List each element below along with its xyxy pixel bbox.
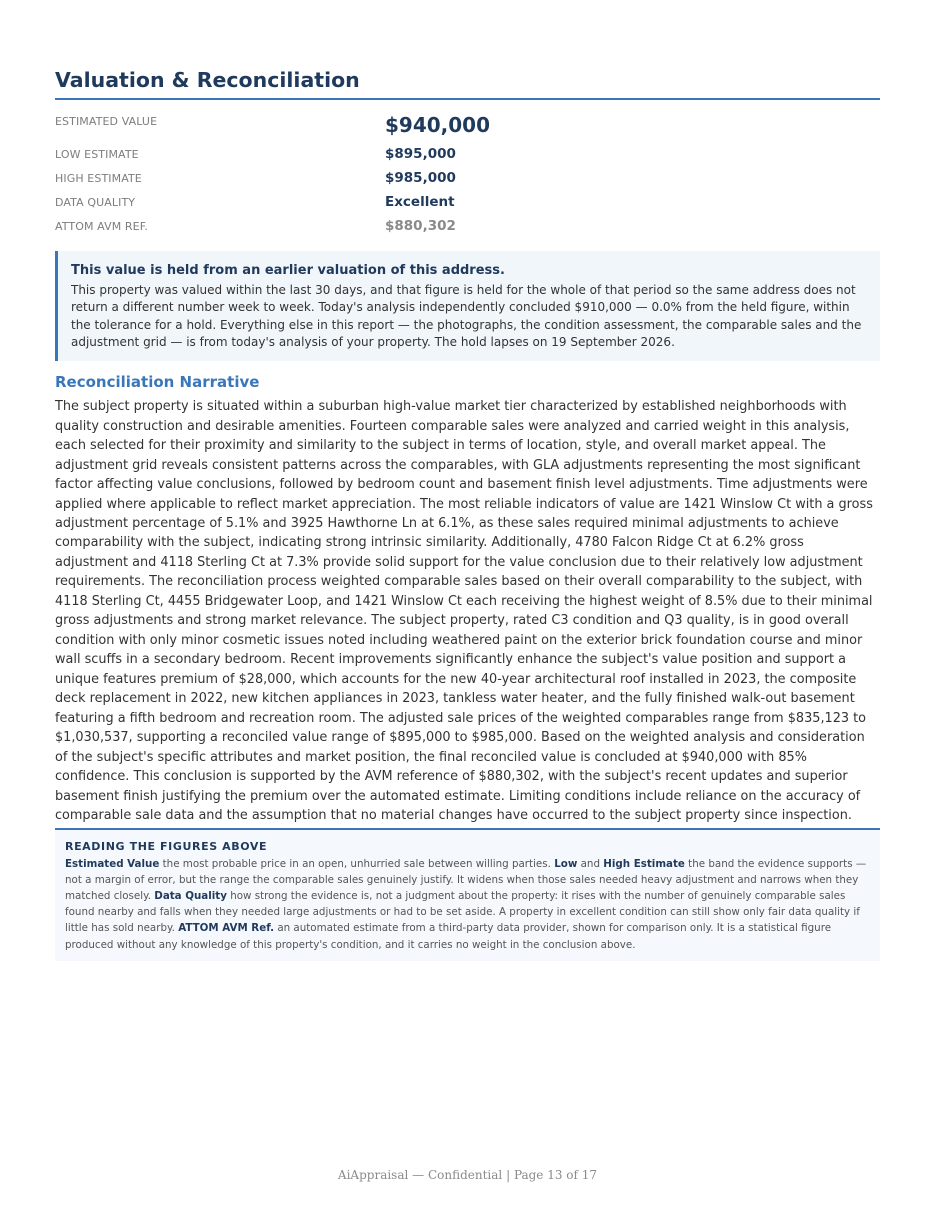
section-title: Valuation & Reconciliation (55, 66, 880, 100)
term-data-quality: Data Quality (154, 889, 227, 902)
estimated-value: $940,000 (385, 113, 491, 137)
page-footer: AiAppraisal — Confidential | Page 13 of 17 (337, 1168, 598, 1182)
data-quality-row (55, 190, 880, 214)
high-estimate-label: HIGH ESTIMATE (55, 171, 142, 185)
term-attom-avm: ATTOM AVM Ref. (178, 922, 275, 935)
definition-connector: and (577, 857, 604, 870)
term-high-estimate: High Estimate (603, 857, 685, 870)
hold-notice (55, 251, 880, 361)
high-estimate-row (55, 166, 880, 190)
estimated-value-label: ESTIMATED VALUE (55, 115, 158, 128)
attom-avm-row (55, 214, 880, 238)
definition-attom-avm: an automated estimate from a third-party data provider, shown for comparison only. It is a statistical figure produced without any knowledge of this property's condition, and it carries no weight in the conclusion above. (65, 922, 832, 951)
estimated-value-row (55, 112, 880, 142)
report-page (55, 66, 880, 961)
low-estimate-label: LOW ESTIMATE (55, 147, 139, 161)
reading-figures-box (55, 828, 880, 961)
data-quality-label: DATA QUALITY (55, 195, 136, 209)
valuation-figures (55, 112, 880, 238)
definition-estimated-value: the most probable price in an open, unhurried sale between willing parties. (159, 857, 555, 870)
definition-estimate-band: the band the evidence supports — not a margin of error, but the range the comparable sales genuinely justify. It widens when those sales needed heavy adjustment and narrows when they matched closely. (65, 857, 867, 902)
reading-title: READING THE FIGURES ABOVE (65, 839, 268, 853)
term-estimated-value: Estimated Value (65, 857, 160, 870)
narrative-body: The subject property is situated within a suburban high-value market tier characterized by established neighborhoods with quality construction and desirable amenities. Fourteen comparable sales were analyzed and carried weight in this analysis, each selected for their proximity and similarity to the subject in terms of location, style, and overall market appeal. The adjustment grid reveals consistent patterns across the comparables, with GLA adjustments representing the most significant factor affecting value conclusions, followed by bedroom count and basement finish level adjustments. Time adjustments were applied where applicable to reflect market appreciation. The most reliable indicators of value are 1421 Winslow Ct with a gross adjustment percentage of 5.1% and 3925 Hawthorne Ln at 6.1%, as these sales required minimal adjustments to achieve comparability with the subject, indicating strong intrinsic similarity. Additionally, 4780 Falcon Ridge Ct at 6.2% gross adjustment and 4118 Sterling Ct at 7.3% provide solid support for the value conclusion due to their relatively low adjustment requirements. The reconciliation process weighted comparable sales based on their overall comparability to the subject, with 4118 Sterling Ct, 4455 Bridgewater Loop, and 1421 Winslow Ct each receiving the highest weight of 8.5% due to their minimal gross adjustments and strong market relevance. The subject property, rated C3 condition and Q3 quality, is in good overall condition with only minor cosmetic issues noted including weathered paint on the exterior brick foundation course and minor wall scuffs in a secondary bedroom. Recent improvements significantly enhance the subject's value position and support a unique features premium of $28,000, which accounts for the new 40-year architectural roof installed in 2023, the composite deck replacement in 2022, new kitchen appliances in 2023, tankless water heater, and the fully finished walk-out basement featuring a fifth bedroom and recreation room. The adjusted sale prices of the weighted comparables range from $835,123 to $1,030,537, supporting a reconciled value range of $895,000 to $985,000. Based on the weighted analysis and consideration of the subject's specific attributes and market position, the final reconciled value is concluded at $940,000 with 85% confidence. This conclusion is supported by the AVM reference of $880,302, with the subject's recent updates and superior basement finish justifying the premium over the automated estimate. Limiting conditions include reliance on the accuracy of comparable sale data and the assumption that no material changes have occurred to the subject property since inspection. (55, 399, 873, 824)
low-estimate-row (55, 142, 880, 166)
data-quality-value: Excellent (385, 194, 455, 210)
low-estimate-value: $895,000 (385, 146, 456, 162)
reading-body (65, 856, 870, 953)
high-estimate-value: $985,000 (385, 170, 456, 186)
hold-notice-body: This property was valued within the last 30 days, and that figure is held for the whole of that period so the same address does not return a different number week to week. Today's analysis independently concluded $910,000 — 0.0% from the held figure, within the tolerance for a hold. Everything else in this report — the photographs, the condition assessment, the comparable sales and the adjustment grid — is from today's analysis of your property. The hold lapses on 19 September 2026. (71, 283, 862, 349)
attom-avm-value: $880,302 (385, 218, 456, 234)
narrative-title: Reconciliation Narrative (55, 373, 260, 392)
definition-data-quality: how strong the evidence is, not a judgment about the property: it rises with the number of genuinely comparable sales found nearby and falls when they needed large adjustments or had to be set aside. A property in excellent condition can still show only fair data quality if little has sold nearby. (65, 889, 860, 935)
term-low: Low (554, 857, 578, 870)
attom-avm-label: ATTOM AVM REF. (55, 219, 148, 233)
hold-notice-title: This value is held from an earlier valuation of this address. (71, 263, 505, 278)
